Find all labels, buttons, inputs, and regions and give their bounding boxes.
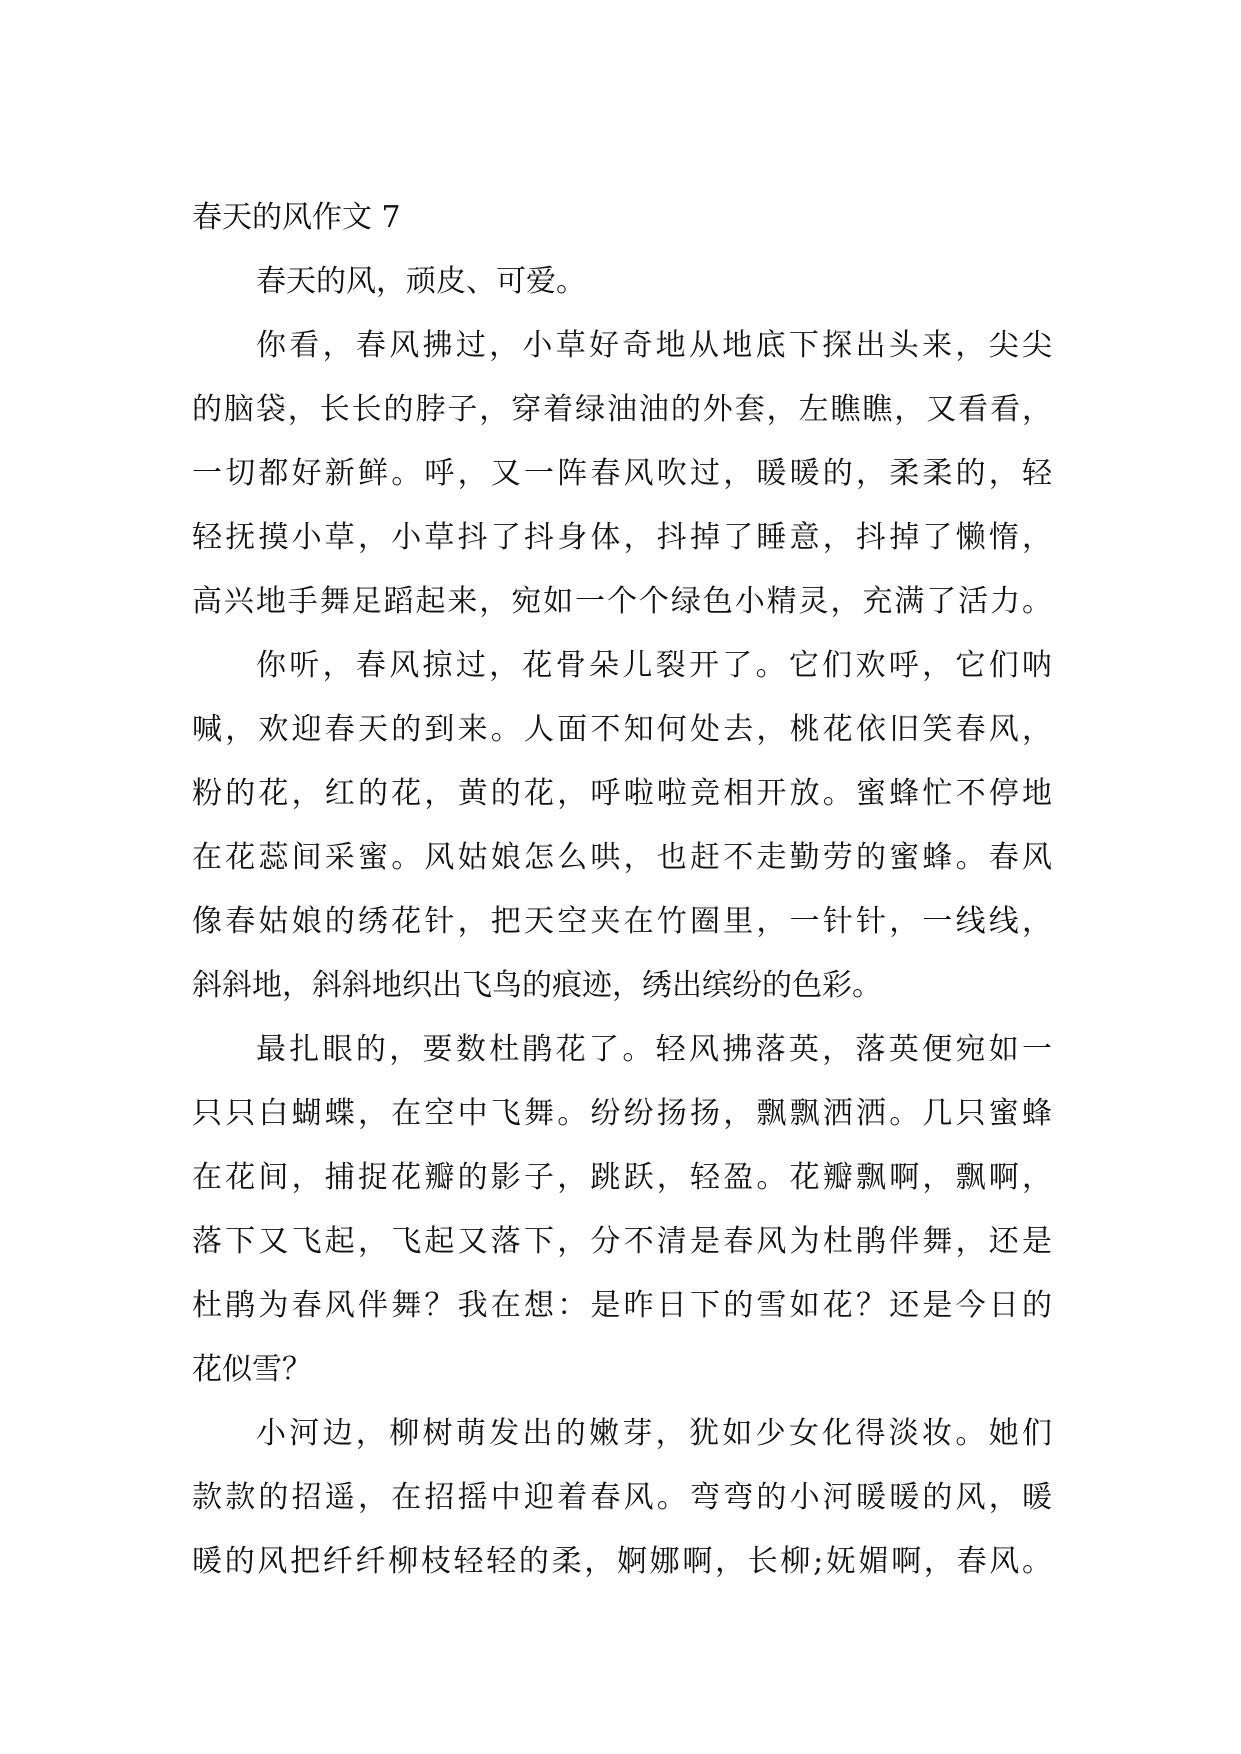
paragraph-2 bbox=[192, 314, 1052, 634]
paragraph-line: 斜斜地，斜斜地织出飞鸟的痕迹，绣出缤纷的色彩。 bbox=[192, 968, 882, 1003]
paragraph-3 bbox=[192, 634, 1052, 1018]
document-body bbox=[192, 186, 1052, 1594]
paragraph-line: 款款的招遥，在招摇中迎着春风。弯弯的小河暖暖的风，暖 bbox=[192, 1480, 1052, 1515]
document-title: 春天的风作文 7 bbox=[192, 200, 401, 235]
paragraph-line: 一切都好新鲜。呼，又一阵春风吹过，暖暖的，柔柔的，轻 bbox=[192, 456, 1052, 491]
paragraph-line: 粉的花，红的花，黄的花，呼啦啦竞相开放。蜜蜂忙不停地 bbox=[192, 776, 1052, 811]
paragraph-line: 你看，春风拂过，小草好奇地从地底下探出头来，尖尖 bbox=[256, 328, 1052, 363]
paragraph-line: 喊，欢迎春天的到来。人面不知何处去，桃花依旧笑春风， bbox=[192, 712, 1052, 747]
paragraph-line: 的脑袋，长长的脖子，穿着绿油油的外套，左瞧瞧，又看看， bbox=[192, 392, 1052, 427]
paragraph-line: 暖的风把纤纤柳枝轻轻的柔，婀娜啊，长柳;妩媚啊，春风。 bbox=[192, 1544, 1052, 1579]
paragraph-1 bbox=[192, 250, 1052, 314]
paragraph-line: 杜鹃为春风伴舞？我在想：是昨日下的雪如花？还是今日的 bbox=[192, 1288, 1052, 1323]
paragraph-line: 轻抚摸小草，小草抖了抖身体，抖掉了睡意，抖掉了懒惰， bbox=[192, 520, 1052, 555]
paragraph-line: 在花蕊间采蜜。风姑娘怎么哄，也赶不走勤劳的蜜蜂。春风 bbox=[192, 840, 1052, 875]
paragraph-4 bbox=[192, 1018, 1052, 1402]
paragraph-line: 只只白蝴蝶，在空中飞舞。纷纷扬扬，飘飘洒洒。几只蜜蜂 bbox=[192, 1096, 1052, 1131]
paragraph-line: 像春姑娘的绣花针，把天空夹在竹圈里，一针针，一线线， bbox=[192, 904, 1052, 939]
paragraph-5 bbox=[192, 1402, 1052, 1594]
paragraph-line: 在花间，捕捉花瓣的影子，跳跃，轻盈。花瓣飘啊，飘啊， bbox=[192, 1160, 1052, 1195]
paragraph-line: 最扎眼的，要数杜鹃花了。轻风拂落英，落英便宛如一 bbox=[256, 1032, 1052, 1067]
paragraph-line: 春天的风，顽皮、可爱。 bbox=[256, 264, 586, 299]
paragraph-line: 落下又飞起，飞起又落下，分不清是春风为杜鹃伴舞，还是 bbox=[192, 1224, 1052, 1259]
paragraph-line: 高兴地手舞足蹈起来，宛如一个个绿色小精灵，充满了活力。 bbox=[192, 584, 1052, 619]
paragraph-line: 你听，春风掠过，花骨朵儿裂开了。它们欢呼，它们呐 bbox=[256, 648, 1052, 683]
paragraph-line: 小河边，柳树萌发出的嫩芽，犹如少女化得淡妆。她们 bbox=[256, 1416, 1052, 1451]
paragraph-line: 花似雪？ bbox=[192, 1352, 312, 1387]
